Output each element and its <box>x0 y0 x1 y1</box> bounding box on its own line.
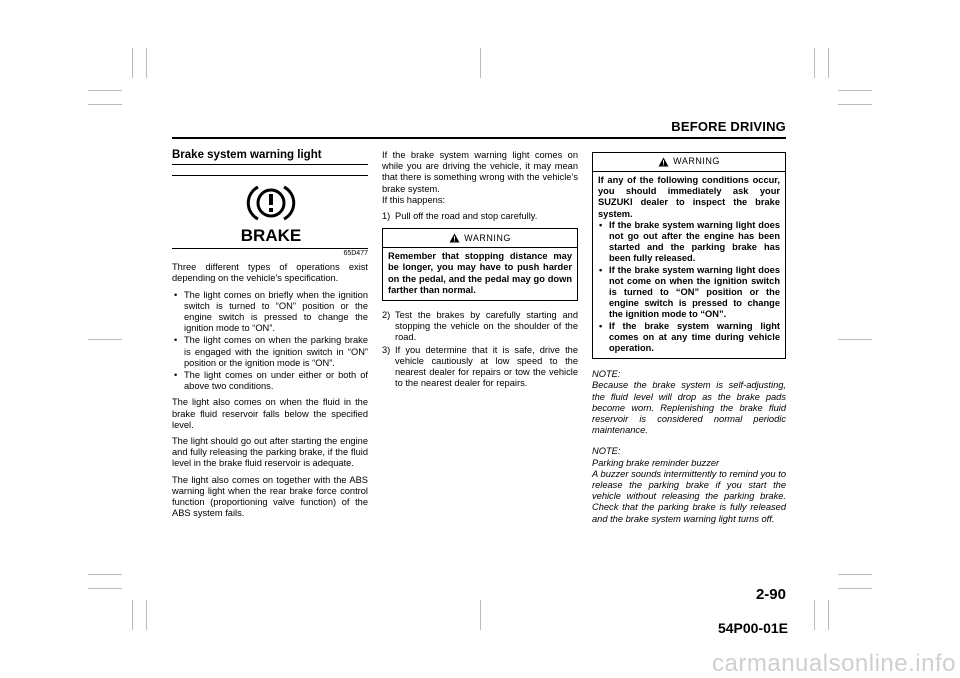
crop-mark <box>838 90 872 91</box>
steps-list <box>382 310 578 389</box>
warning-label: WARNING <box>464 232 511 243</box>
left-column <box>172 150 368 524</box>
document-code: 54P00-01E <box>717 620 788 636</box>
crop-mark <box>828 48 829 78</box>
crop-mark <box>146 600 147 630</box>
body-paragraph: The light should go out after starting the engine and fully releasing the parking brake, if the fluid level in the brake fluid reservoir is adequate. <box>172 436 368 469</box>
note <box>592 446 786 524</box>
list-item <box>382 345 578 390</box>
right-column <box>592 150 786 525</box>
step-text: If you determine that it is safe, drive the vehicle cautiously at low speed to the nearest dealer for repairs or tow the vehicle to the nearest dealer for repairs. <box>395 344 578 389</box>
crop-mark <box>88 104 122 105</box>
list-item: • If the brake system warning light does not go out after the engine has been started and the parking brake has been fully released. <box>598 220 780 265</box>
step-number: 3) <box>382 344 391 355</box>
crop-mark <box>88 588 122 589</box>
list-item: • The light comes on briefly when the ignition switch is turned to “ON” position or the engine switch is pressed to change the ignition mode to “ON”. <box>172 290 368 335</box>
crop-mark <box>838 339 872 340</box>
brake-label: BRAKE <box>240 226 302 246</box>
list-item <box>382 310 578 344</box>
warning-box <box>592 152 786 359</box>
crop-mark <box>838 104 872 105</box>
warning-triangle-icon <box>449 233 460 243</box>
warning-header <box>383 229 577 248</box>
crop-mark <box>814 600 815 630</box>
note-text: Because the brake system is self-adjusting, the fluid level will drop as the brake pads become worn. Replenishing the brake fluid reservoir is considered normal periodic maintenance. <box>592 380 786 436</box>
warning-label: WARNING <box>673 156 720 167</box>
crop-mark <box>88 574 122 575</box>
section-title: Brake system warning light <box>172 149 322 161</box>
page-number: 2-90 <box>755 586 786 603</box>
crop-mark <box>88 90 122 91</box>
crop-mark <box>838 574 872 575</box>
warning-box <box>382 228 578 301</box>
crop-mark <box>480 600 481 630</box>
crop-mark <box>814 48 815 78</box>
warning-conditions <box>598 220 780 354</box>
title-rule <box>172 164 368 165</box>
crop-mark <box>88 339 122 340</box>
body-paragraph: The light also comes on together with the ABS warning light when the rear brake force control function (proportioning valve function) of the ABS system fails. <box>172 474 368 519</box>
warning-triangle-icon <box>658 157 669 167</box>
list-item <box>382 211 578 222</box>
crop-mark <box>132 48 133 78</box>
list-item: • The light comes on under either or both of above two conditions. <box>172 370 368 392</box>
list-item: • If the brake system warning light does not come on when the ignition switch is turned to “ON” position or the engine switch is pressed to change the ignition mode to “ON”. <box>598 265 780 321</box>
note-label: NOTE: <box>592 369 621 380</box>
note-text: Parking brake reminder buzzer <box>592 457 720 468</box>
warning-intro: If any of the following conditions occur, you should immediately ask your SUZUKI dealer to inspect the brake system. <box>598 175 780 219</box>
intro-paragraph: Three different types of operations exist depending on the vehicle’s specification. <box>172 262 368 284</box>
header-rule <box>172 137 786 139</box>
note-label: NOTE: <box>592 446 621 457</box>
brake-light-figure <box>172 175 368 249</box>
step-text: Test the brakes by carefully starting and stopping the vehicle on the shoulder of the road. <box>395 310 578 343</box>
crop-mark <box>132 600 133 630</box>
warning-header <box>593 153 785 172</box>
note <box>592 369 786 436</box>
steps-list <box>382 211 578 222</box>
list-item: • The light comes on when the parking brake is engaged with the ignition switch in “ON” position or the ignition mode is “ON”. <box>172 335 368 369</box>
note-text: A buzzer sounds intermittently to remind you to release the parking brake if you start the vehicle without releasing the parking brake. Check that the parking brake is fully released and the brake system warning light turns off. <box>592 468 786 524</box>
warning-text: Remember that stopping distance may be longer, you may have to push harder on the pedal, and the pedal may go down farther than normal. <box>388 251 572 295</box>
operation-list <box>172 290 368 393</box>
crop-mark <box>828 600 829 630</box>
step-text: Pull off the road and stop carefully. <box>395 211 538 222</box>
middle-column <box>382 150 578 394</box>
warning-text <box>593 172 785 358</box>
body-paragraph: The light also comes on when the fluid in the brake fluid reservoir falls below the specified level. <box>172 397 368 430</box>
step-number: 1) <box>382 211 391 222</box>
brake-warning-icon <box>240 180 302 246</box>
crop-mark <box>480 48 481 78</box>
crop-mark <box>838 588 872 589</box>
section-header: BEFORE DRIVING <box>671 119 786 134</box>
body-paragraph: If the brake system warning light comes on while you are driving the vehicle, it may mean that there is something wrong with the vehicle’s brake system. <box>382 150 578 194</box>
list-item: • If the brake system warning light comes on at any time during vehicle operation. <box>598 321 780 355</box>
step-number: 2) <box>382 310 391 321</box>
body-paragraph: If this happens: <box>382 194 446 205</box>
watermark: carmanualsonline.info <box>712 650 956 677</box>
figure-code: 65D477 <box>343 250 368 258</box>
crop-mark <box>146 48 147 78</box>
